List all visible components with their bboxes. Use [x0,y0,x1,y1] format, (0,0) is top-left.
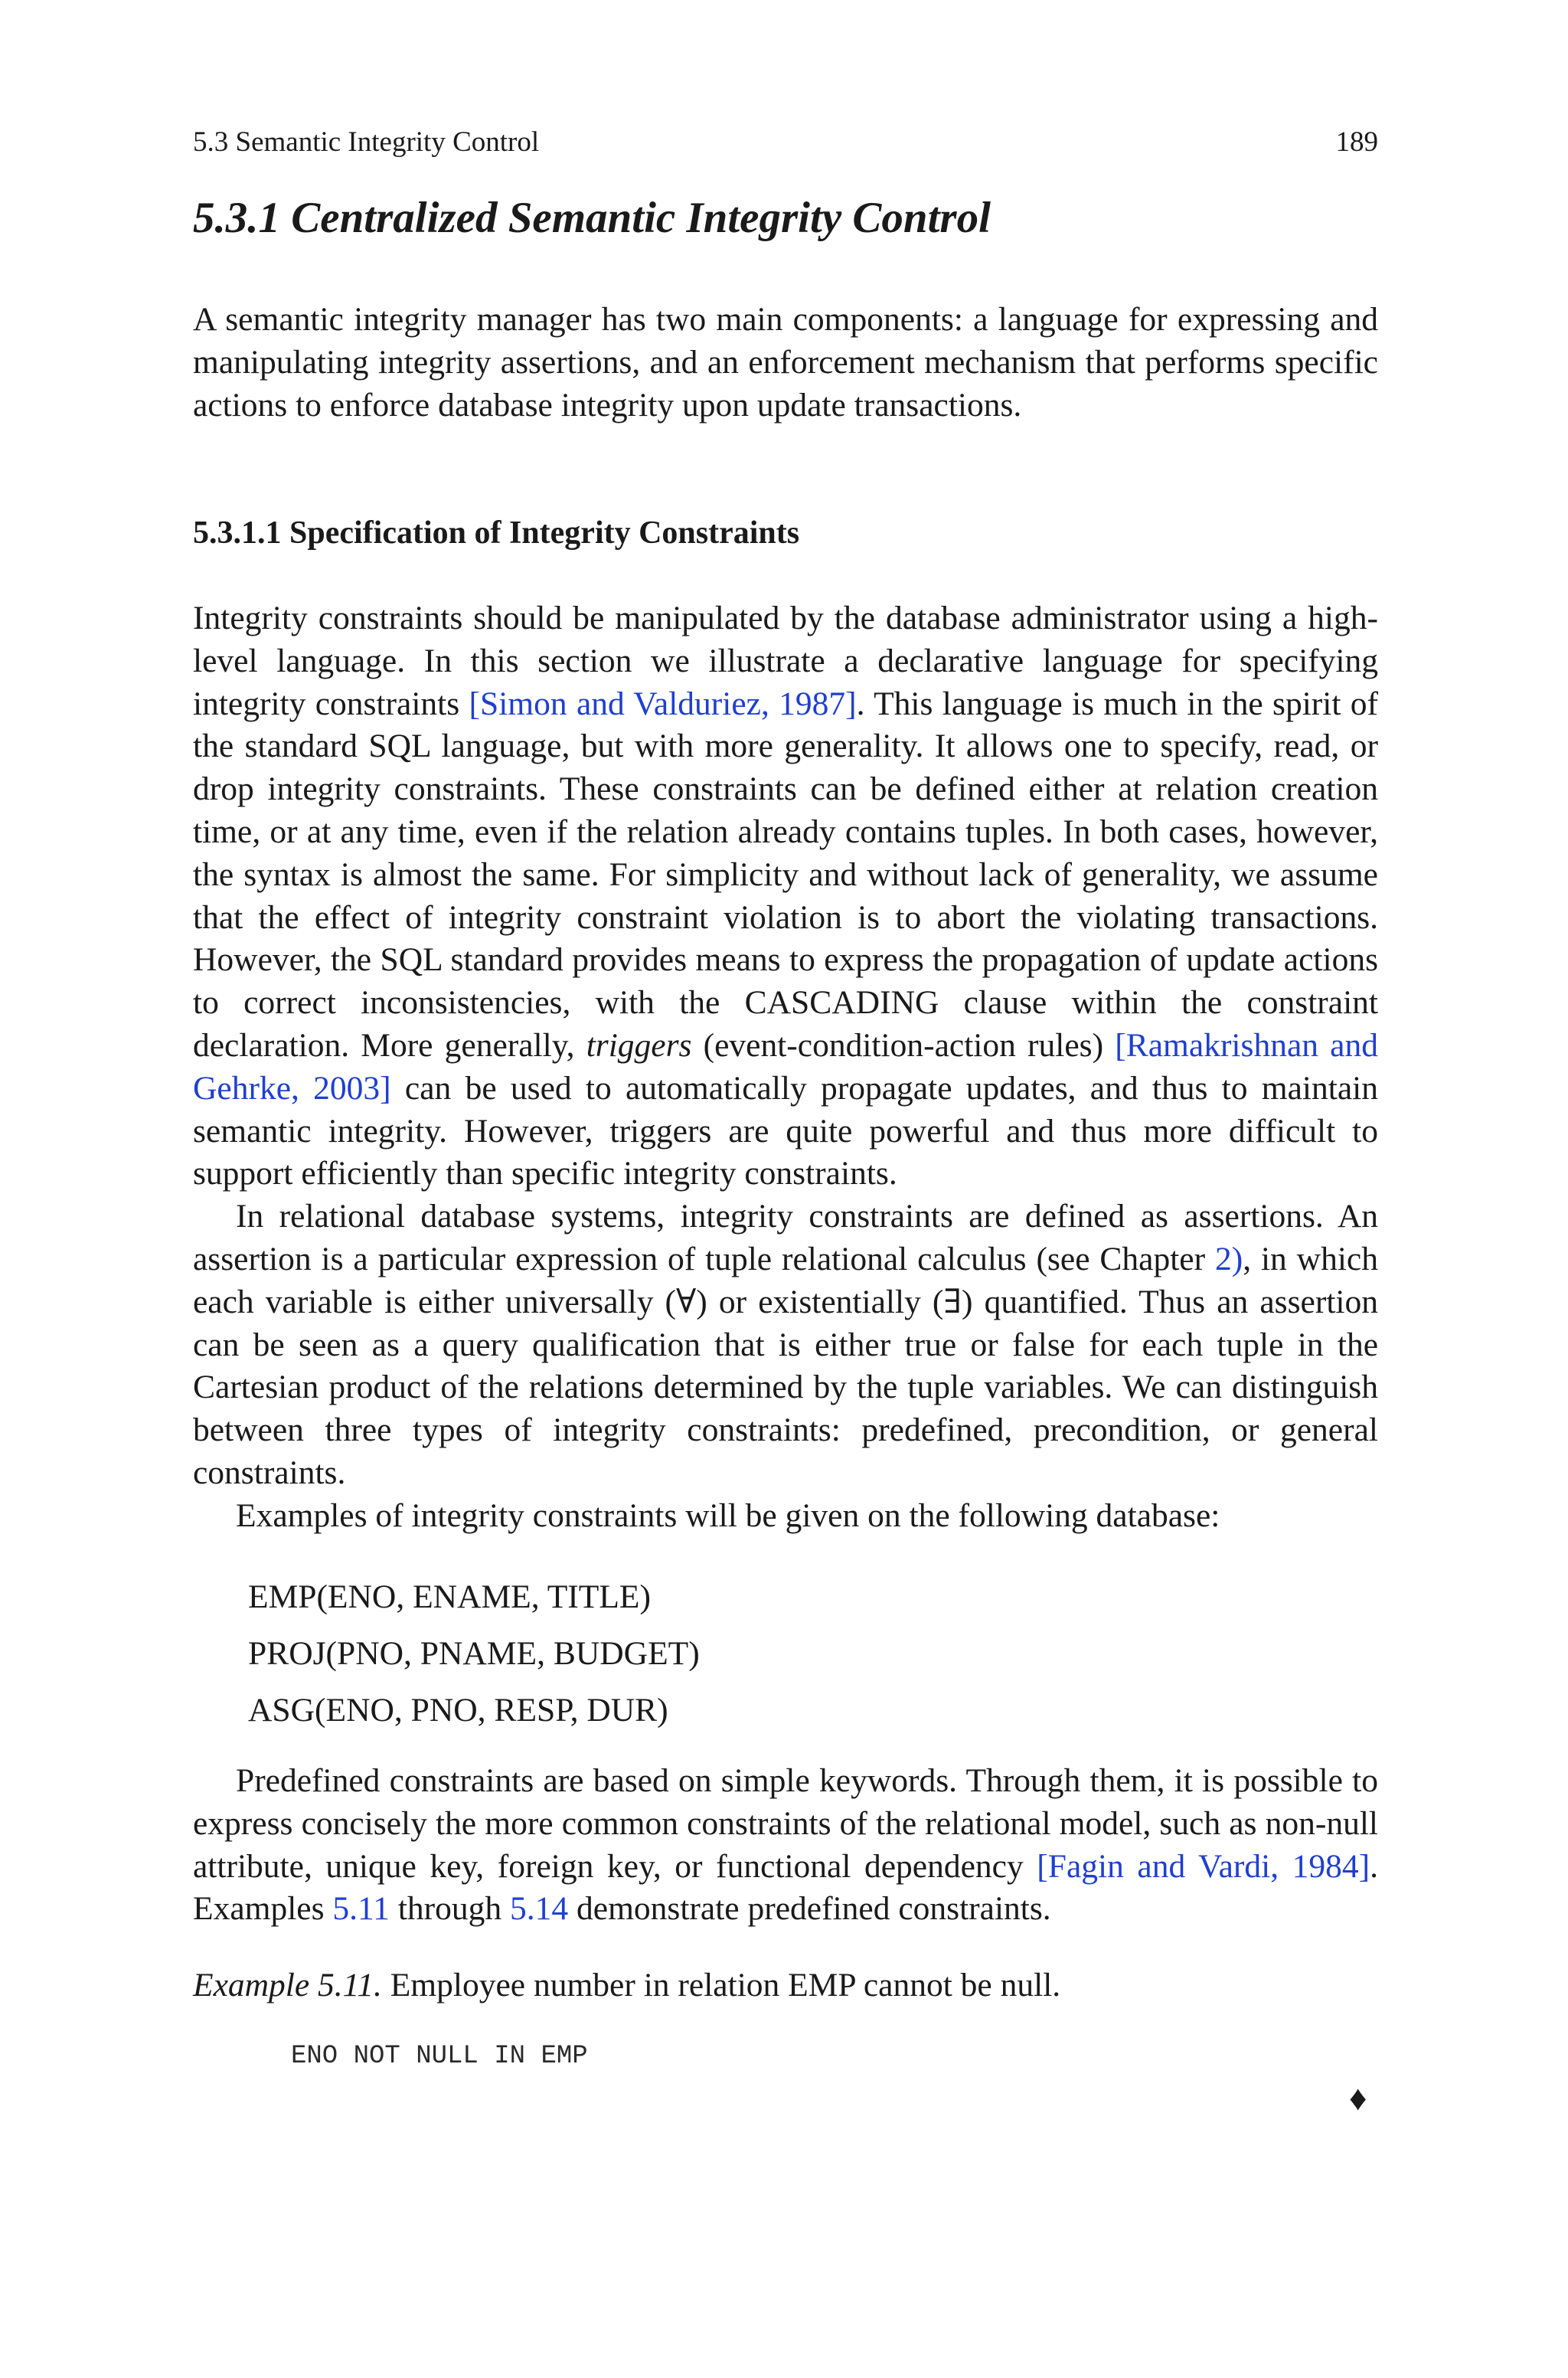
example-reference-link[interactable]: 5.14 [510,1890,569,1928]
text-run: , in which each variable is either universally (∀) or existentially (∃) quantified. Thus an assertion can be seen as a query qualification that is either true or false for each tuple in the Cartesian product of the relations determined by the tuple variables. We can distinguish between three types of integrity constraints: predefined, precondition, or general constraints. [193,1240,1378,1491]
example-label: Example 5.11. [193,1967,382,2003]
example-reference-link[interactable]: 5.11 [332,1890,390,1928]
text-run: through [389,1890,511,1928]
end-of-example-diamond-icon: ♦ [1349,2079,1367,2118]
schema-list [248,1568,700,1739]
section-title: 5.3.1 Centralized Semantic Integrity Control [193,194,991,242]
citation-simon-valduriez[interactable]: [Simon and Valduriez, 1987] [469,685,857,722]
text-run: demonstrate predefined constraints. [568,1890,1051,1928]
text-run: . Examples [193,1847,1378,1928]
page-number: 189 [1335,126,1378,158]
example-statement [193,1964,1378,2007]
paragraph-3: Examples of integrity constraints will be given on the following database: [236,1496,1220,1534]
example-text: Employee number in relation EMP cannot be null. [381,1967,1061,2003]
citation-fagin-vardi[interactable]: [Fagin and Vardi, 1984] [1037,1847,1370,1885]
paragraph-2 [193,1196,1378,1495]
paragraph-4 [193,1760,1378,1931]
citation-ramakrishnan-gehrke[interactable]: [Ramakrishnan and Gehrke, 2003] [193,1026,1378,1107]
text-run: Predefined constraints are based on simple keywords. Through them, it is possible to express concisely the more common constraints of the relational model, such as non-null attribute, unique key, foreign key, or functional dependency [193,1762,1378,1885]
text-run: can be used to automatically propagate updates, and thus to maintain semantic integrity. However, triggers are quite powerful and thus more difficult to support efficiently than specific integrity constraints. [193,1069,1378,1192]
text-run: In relational database systems, integrity constraints are defined as assertions. An assertion is a particular expression of tuple relational calculus (see Chapter [193,1198,1378,1277]
schema-proj: PROJ(PNO, PNAME, BUDGET) [248,1635,700,1672]
emphasis-triggers: triggers [586,1026,692,1064]
intro-paragraph: A semantic integrity manager has two main components: a language for expressing and manipulating integrity assertions, and an enforcement mechanism that performs specific actions to enforce database integrity upon update transactions. [193,301,1378,424]
text-run: . This language is much in the spirit of the standard SQL language, but with more generality. It allows one to specify, read, or drop integrity constraints. These constraints can be defined either at relation creation time, or at any time, even if the relation already contains tuples. In both cases, however, the syntax is almost the same. For simplicity and without lack of generality, we assume that the effect of integrity constraint violation is to abort the violating transactions. However, the SQL standard provides means to express the propagation of update actions to correct inconsistencies, with the CASCADING clause within the constraint declaration. More generally, [193,685,1378,1064]
code-line: ENO NOT NULL IN EMP [291,2042,588,2071]
schema-emp: EMP(ENO, ENAME, TITLE) [248,1578,651,1615]
chapter-reference-link[interactable]: 2) [1214,1240,1243,1277]
text-run: (event-condition-action rules) [691,1026,1116,1064]
schema-asg: ASG(ENO, PNO, RESP, DUR) [248,1692,668,1729]
text-run: Integrity constraints should be manipulated by the database administrator using a high-level language. In this section we illustrate a declarative language for specifying integrity constraints [193,600,1378,722]
running-header [193,126,1378,159]
subsection-title: 5.3.1.1 Specification of Integrity Constraints [193,515,800,551]
running-title: 5.3 Semantic Integrity Control [193,126,540,158]
paragraph-1 [193,597,1378,1196]
body-block [193,597,1378,1538]
